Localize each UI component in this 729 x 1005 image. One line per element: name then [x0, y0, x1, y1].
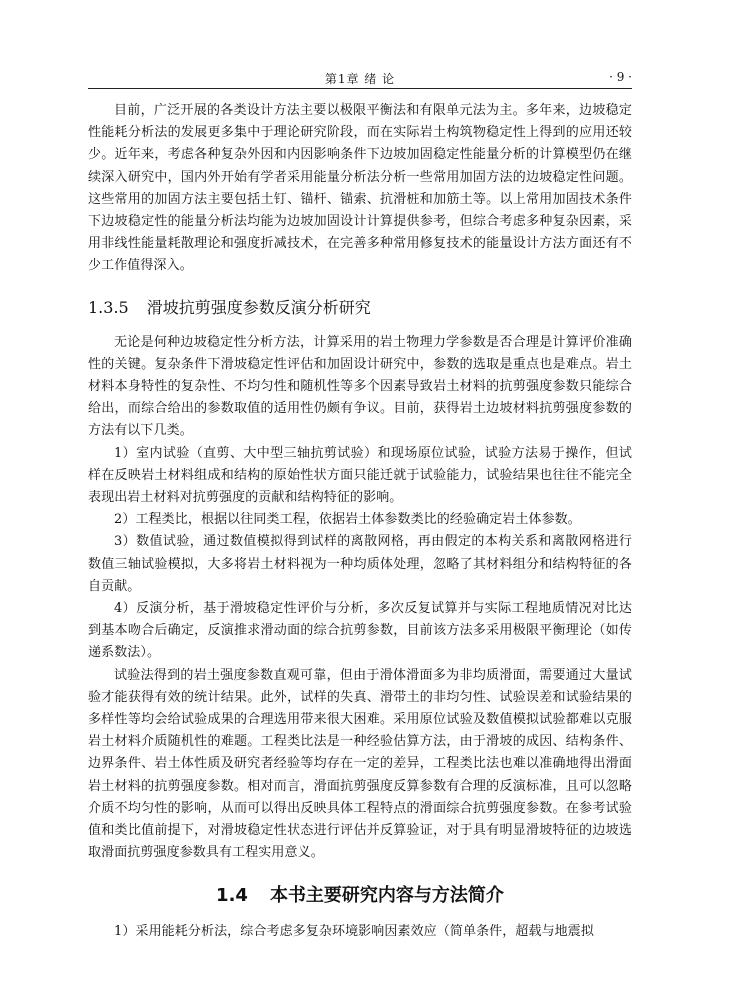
section-number: 1.4: [216, 884, 248, 906]
paragraph-parameters: 无论是何种边坡稳定性分析方法，计算采用的岩土物理力学参数是否合理是计算评价准确性的关键。复杂条件下滑坡稳定性评估和加固设计研究中，参数的选取是重点也是难点。岩土材料本身特性的复杂性、不均匀性和随机性等多个因素导致岩土材料的抗剪强度参数只能综合给出，而综合给出的参数取值的适用性仍颇有争议。目前，获得岩土边坡材料抗剪强度参数的方法有以下几类。: [88, 334, 632, 439]
list-item-numerical-test: 3）数值试验，通过数值模拟得到试样的离散网格，再由假定的本构关系和离散网格进行数值三轴试验模拟，大多将岩土材料视为一种均质体处理，忽略了其材料组分和结构特征的各自贡献。: [88, 534, 632, 594]
section-heading-1-3-5: [88, 295, 632, 318]
page-body: [88, 100, 632, 943]
section-title: 滑坡抗剪强度参数反演分析研究: [146, 297, 371, 317]
paragraph-discussion: 试验法得到的岩土强度参数直观可靠，但由于滑体滑面多为非均质滑面，需要通过大量试验才能获得有效的统计结果。此外，试样的失真、滑带土的非均匀性、试验误差和试验结果的多样性等均会给试验成果的合理选用带来很大困难。采用原位试验及数值模拟试验都难以克服岩土材料介质随机性的难题。工程类比法是一种经验估算方法，由于滑坡的成因、结构条件、边界条件、岩土体性质及研究者经验等均存在一定的差异，工程类比法也难以准确地得出滑面岩土材料的抗剪强度参数。相对而言，滑面抗剪强度反算参数有合理的反演标准，且可以忽略介质不均匀性的影响，从而可以得出反映具体工程特点的滑面综合抗剪强度参数。在参考试验值和类比值前提下，对滑坡稳定性状态进行评估并反算验证，对于具有明显滑坡特征的边坡选取滑面抗剪强度参数具有工程实用意义。: [88, 667, 632, 861]
list-item-lab-test: 1）室内试验（直剪、大中型三轴抗剪试验）和现场原位试验，试验方法易于操作，但试样在反映岩土材料组成和结构的原始性状方面只能迁就于试验能力，试验结果也往往不能完全表现出岩土材料对抗剪强度的贡献和结构特征的影响。: [88, 445, 632, 506]
list-item-analogy: 2）工程类比，根据以往同类工程，依据岩土体参数类比的经验确定岩土体参数。: [114, 512, 581, 528]
page-number: · 9 ·: [609, 70, 632, 84]
list-item-energy-method: 1）采用能耗分析法，综合考虑多复杂环境影响因素效应（简单条件，超载与地震拟: [114, 923, 594, 939]
running-header: [88, 66, 632, 89]
list-item-back-analysis: 4）反演分析，基于滑坡稳定性评价与分析，多次反复试算并与实际工程地质情况对比达到基本吻合后确定，反演推求滑动面的综合抗剪参数，目前该方法多采用极限平衡理论（如传递系数法）。: [88, 601, 632, 661]
paragraph-intro: 目前，广泛开展的各类设计方法主要以极限平衡法和有限单元法为主。多年来，边坡稳定性能耗分析法的发展更多集中于理论研究阶段，而在实际岩土构筑物稳定性上得到的应用还较少。近年来，考虑各种复杂外因和内因影响条件下边坡加固稳定性能量分析的计算模型仍在继续深入研究中，国内外开始有学者采用能量分析法分析一些常用加固方法的边坡稳定性问题。这些常用的加固方法主要包括土钉、锚杆、锚索、抗滑桩和加筋土等。以上常用加固技术条件下边坡稳定性的能量分析法均能为边坡加固设计计算提供参考，但综合考虑多种复杂因素，采用非线性能量耗散理论和强度折减技术，在完善多种常用修复技术的能量设计方法方面还有不少工作值得深入。: [88, 103, 632, 274]
section-number: 1.3.5: [88, 297, 129, 317]
chapter-title: 第1章 绪 论: [324, 72, 396, 86]
section-title: 本书主要研究内容与方法简介: [269, 884, 504, 906]
section-heading-1-4: [88, 881, 632, 907]
